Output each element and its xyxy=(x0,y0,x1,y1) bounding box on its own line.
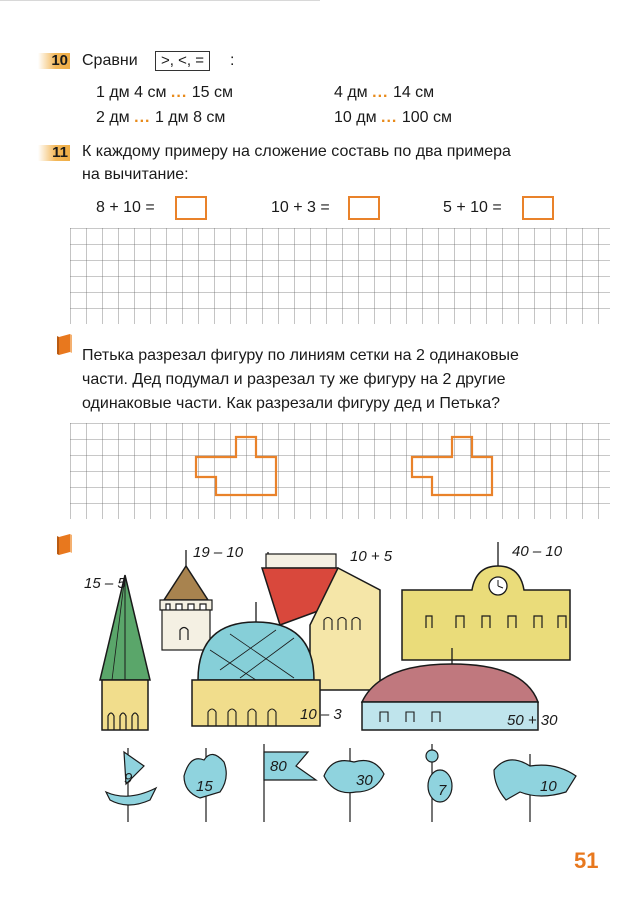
weathervane-horse xyxy=(494,754,576,822)
compare-row-1 xyxy=(96,84,233,102)
task-11-text-line-2: на вычитание: xyxy=(82,166,189,183)
task-11-text-line-1: К каждому примеру на сложение составь по два примера xyxy=(82,143,511,160)
expression-10-3: 10 – 3 xyxy=(300,706,342,723)
weathervane-dragon xyxy=(324,748,384,822)
answer-box-1[interactable] xyxy=(175,196,207,220)
expression-50-30: 50 + 30 xyxy=(507,712,558,729)
compare-right: 14 см xyxy=(392,84,435,101)
top-rule xyxy=(0,0,320,1)
weathervane-flag xyxy=(264,744,316,822)
example-3: 5 + 10 = xyxy=(443,199,502,216)
compare-left: 1 дм 4 см xyxy=(96,84,167,101)
puzzle-grid[interactable] xyxy=(70,423,610,519)
compare-dots: ... xyxy=(170,84,188,101)
example-1: 8 + 10 = xyxy=(96,199,155,216)
task-10-prompt: Сравни xyxy=(82,52,138,69)
book-icon xyxy=(56,534,74,556)
expression-10-5: 10 + 5 xyxy=(350,548,393,565)
book-icon xyxy=(56,334,74,356)
vane-number-30: 30 xyxy=(356,772,373,789)
puzzle-line-1: Петька разрезал фигуру по линиям сетки на 2 одинаковые xyxy=(82,347,519,364)
task-11-number: 11 xyxy=(38,145,70,161)
compare-left: 2 дм xyxy=(96,109,130,126)
puzzle-line-2: части. Дед подумал и разрезал ту же фигуру на 2 другие xyxy=(82,371,506,388)
compare-dots: ... xyxy=(134,109,151,126)
expression-15-5: 15 – 5 xyxy=(84,575,126,592)
task-10-colon: : xyxy=(230,52,235,69)
compare-right: 100 см xyxy=(401,109,452,126)
page-number: 51 xyxy=(574,848,599,873)
comparison-signs-box: >, <, = xyxy=(155,51,210,71)
vane-number-7: 7 xyxy=(438,782,447,799)
answer-box-2[interactable] xyxy=(348,196,380,220)
vane-number-15: 15 xyxy=(196,778,213,795)
compare-left: 4 дм xyxy=(334,84,368,101)
compare-row-3 xyxy=(334,84,434,102)
example-2: 10 + 3 = xyxy=(271,199,330,216)
writing-grid[interactable] xyxy=(70,228,610,324)
compare-row-4 xyxy=(334,109,452,127)
vane-number-80: 80 xyxy=(270,758,287,775)
green-spire-tower xyxy=(100,575,150,730)
compare-dots: ... xyxy=(381,109,398,126)
expression-40-10: 40 – 10 xyxy=(512,543,563,560)
compare-row-2 xyxy=(96,109,225,127)
vane-number-9: 9 xyxy=(124,770,133,787)
answer-box-3[interactable] xyxy=(522,196,554,220)
puzzle-line-3: одинаковые части. Как разрезали фигуру дед и Петька? xyxy=(82,395,501,412)
compare-right: 1 дм 8 см xyxy=(154,109,226,126)
task-10-number: 10 xyxy=(38,53,70,69)
vane-number-10: 10 xyxy=(540,778,557,795)
cone-roof-tower xyxy=(160,550,212,650)
puzzle-text xyxy=(82,344,519,416)
compare-right: 15 см xyxy=(191,84,233,101)
compare-left: 10 дм xyxy=(334,109,377,126)
expression-19-10: 19 – 10 xyxy=(193,544,244,561)
town-illustration xyxy=(80,530,610,830)
compare-dots: ... xyxy=(372,84,389,101)
